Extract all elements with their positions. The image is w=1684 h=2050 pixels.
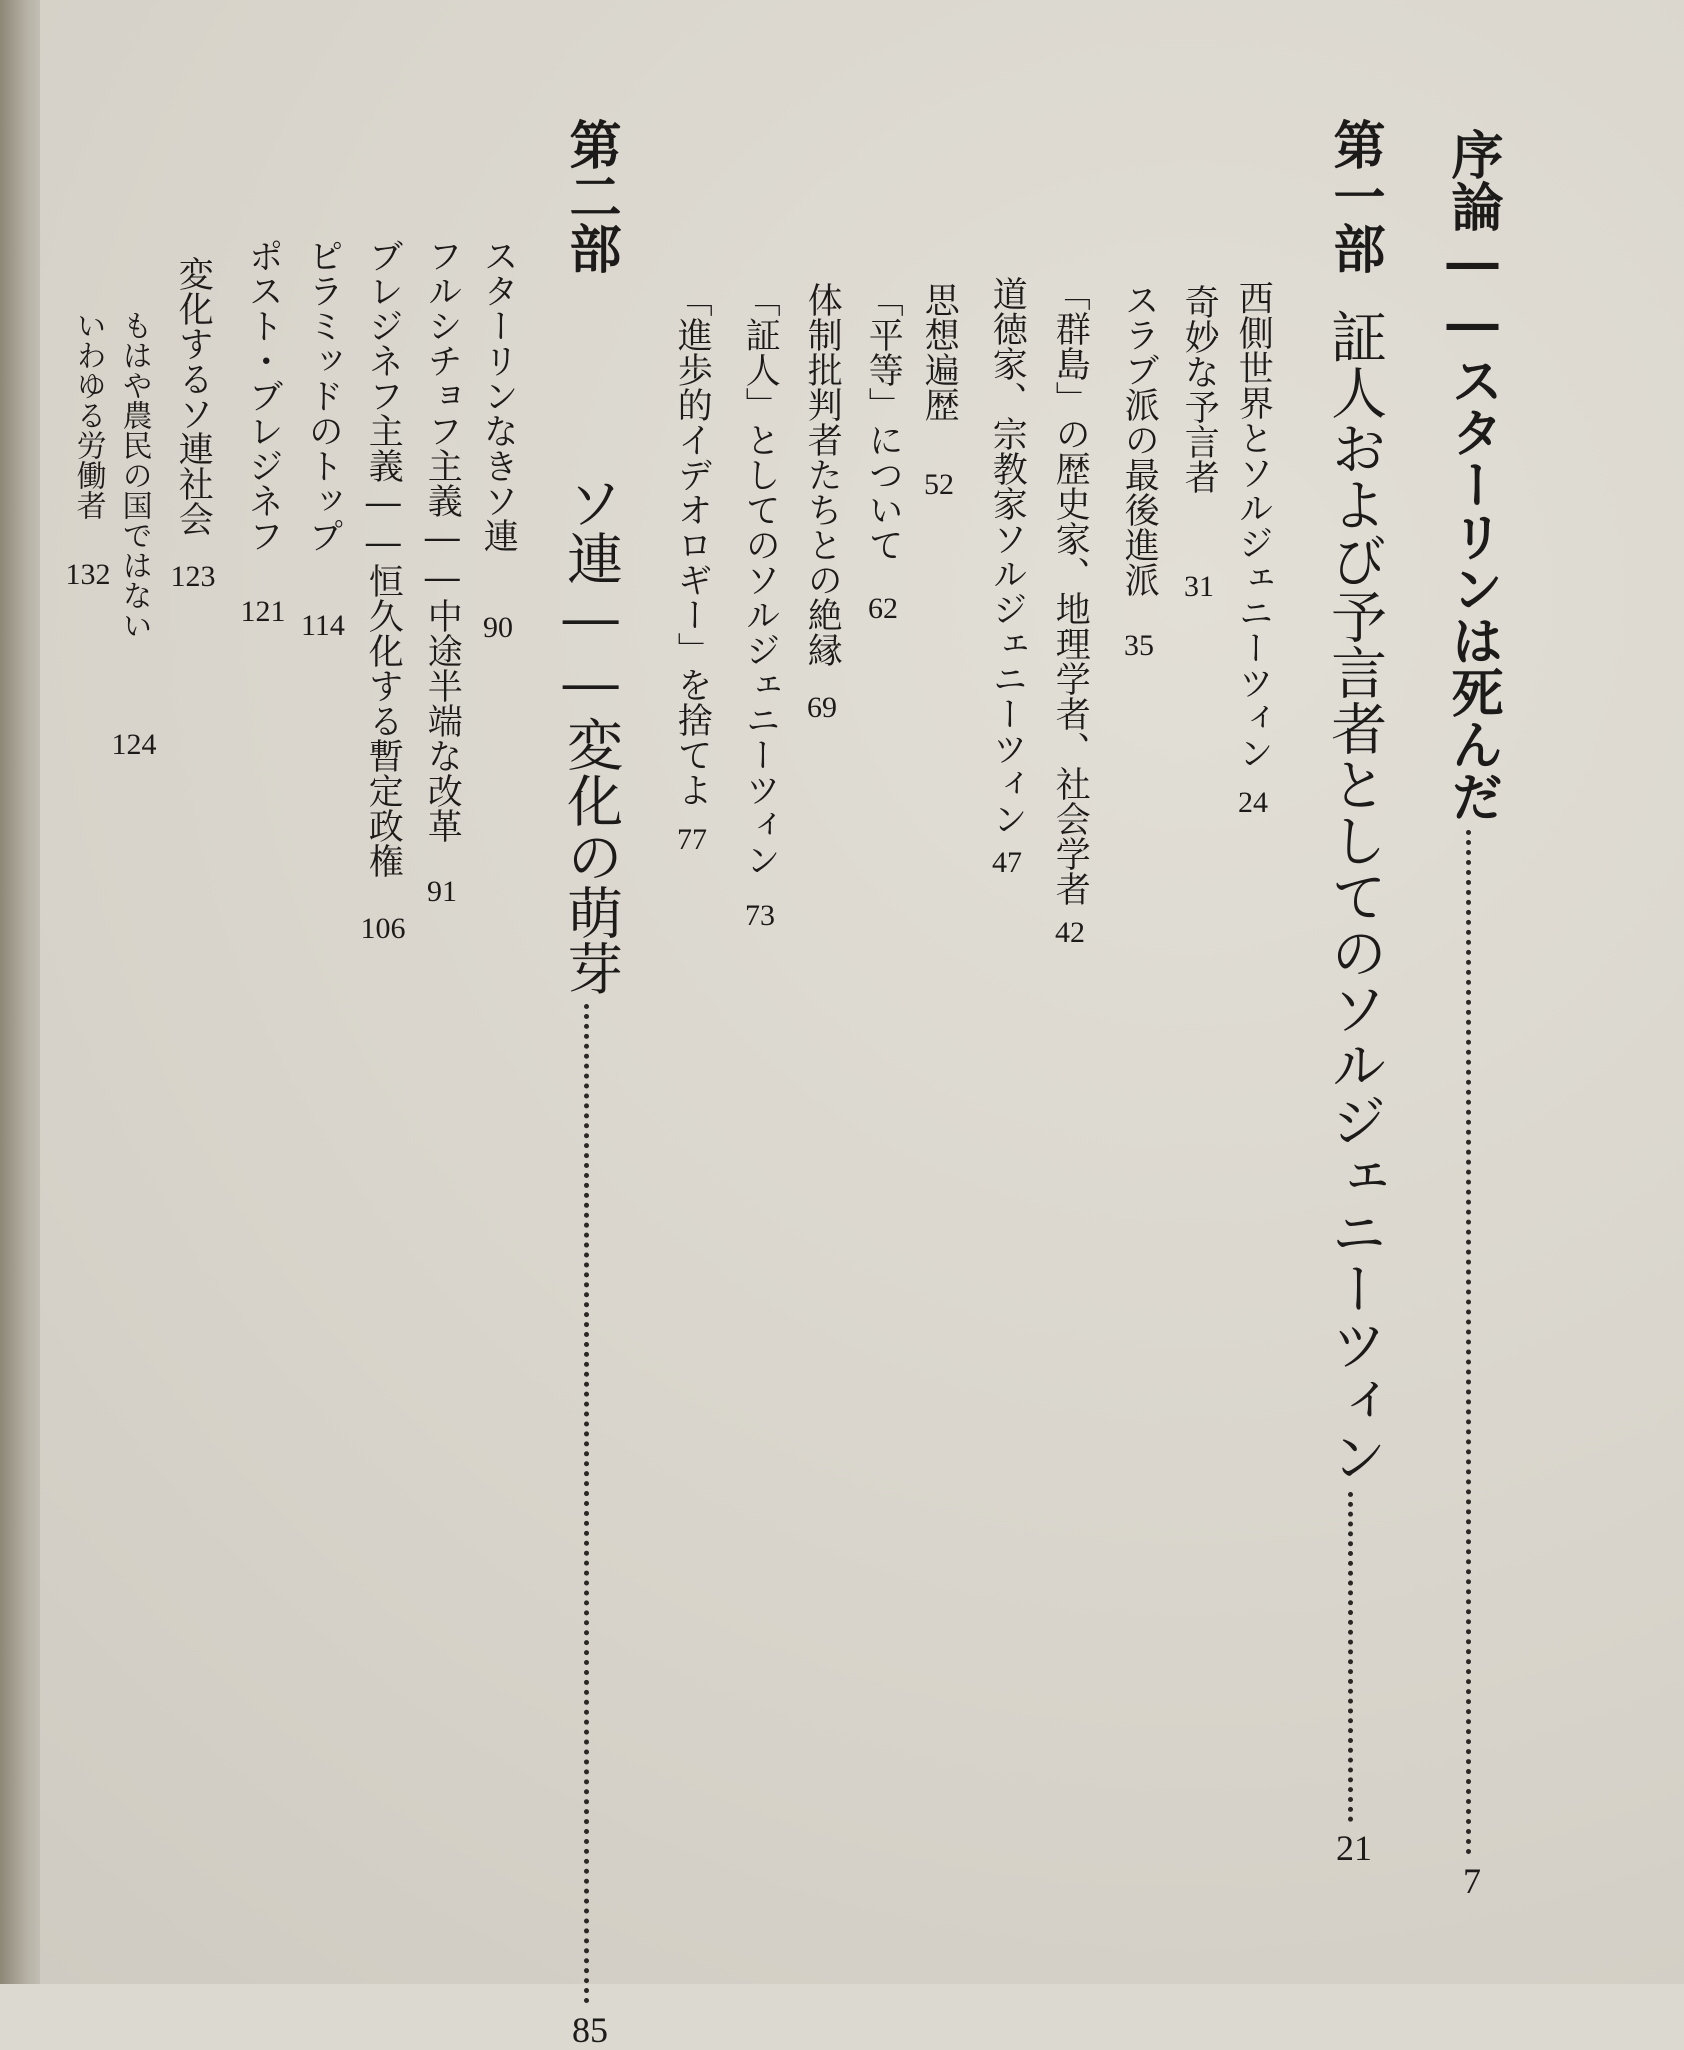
toc-chapter-1 <box>1226 280 1280 818</box>
subchapter-title: もはや農民の国ではない <box>116 310 152 640</box>
page-number: 47 <box>992 846 1022 879</box>
page-number: 77 <box>677 823 707 856</box>
toc-preface <box>1437 128 1507 1899</box>
page-number: 106 <box>360 912 406 945</box>
toc-subchapter-1 <box>110 310 158 760</box>
page-number: 69 <box>807 691 837 724</box>
toc-chapter-5 <box>978 276 1036 878</box>
toc-chapter-3 <box>1112 282 1166 661</box>
page-number: 121 <box>240 595 286 628</box>
part1-title: 証人および予言者としてのソルジェニーツィン <box>1322 308 1388 1484</box>
chapter-title: 奇妙な予言者 <box>1179 284 1220 494</box>
toc-chapter-10 <box>662 282 722 855</box>
toc-chapter-11 <box>470 238 526 643</box>
chapter-title: 思想遍歴 <box>919 282 960 422</box>
chapter-title: ポスト・ブレジネフ <box>243 238 284 553</box>
chapter-title: 変化するソ連社会 <box>173 256 214 536</box>
page-number: 21 <box>1336 1828 1372 1868</box>
page-number: 42 <box>1055 916 1085 949</box>
toc-chapter-13 <box>354 238 412 944</box>
leader-dots <box>584 1004 597 2004</box>
toc-chapter-6 <box>912 282 966 500</box>
toc-chapter-7 <box>856 282 910 624</box>
chapter-title: スラブ派の最後進派 <box>1119 282 1160 597</box>
part2-title: ソ連――変化の萌芽 <box>558 474 624 996</box>
page-number: 62 <box>868 592 898 625</box>
toc-subchapter-2 <box>64 310 112 590</box>
page-number: 91 <box>427 875 457 908</box>
page-number: 24 <box>1238 786 1268 819</box>
toc-chapter-4 <box>1040 276 1100 948</box>
chapter-title: 「平等」について <box>863 282 904 562</box>
leader-dots <box>1466 830 1479 1855</box>
toc-chapter-12 <box>413 238 471 907</box>
subchapter-title: いわゆる労働者 <box>70 310 106 520</box>
chapter-title: 「群島」の歴史家、地理学者、社会学者 <box>1050 276 1091 906</box>
toc-chapter-8 <box>792 282 852 723</box>
preface-title: 序論――スターリンは死んだ <box>1442 128 1504 822</box>
page-number: 123 <box>170 560 216 593</box>
chapter-title: 道徳家、宗教家ソルジェニーツィン <box>987 276 1028 836</box>
chapter-title: フルシチョフ主義――中途半端な改革 <box>422 238 463 843</box>
toc-chapter-2 <box>1172 284 1226 602</box>
page-number: 35 <box>1124 629 1154 662</box>
chapter-title: 体制批判者たちとの絶縁 <box>802 282 843 667</box>
part1-label: 第一部 <box>1324 118 1386 274</box>
page-number: 52 <box>924 468 954 501</box>
toc-chapter-9 <box>730 282 790 931</box>
page-number: 90 <box>483 611 513 644</box>
part2-label: 第二部 <box>560 118 622 274</box>
chapter-title: 「進歩的イデオロギー」を捨てよ <box>672 282 713 807</box>
toc-part2 <box>555 118 625 2048</box>
page-number: 7 <box>1463 1861 1481 1901</box>
page-number: 132 <box>65 558 111 591</box>
page-number: 31 <box>1184 570 1214 603</box>
leader-dots <box>1348 1492 1361 1822</box>
chapter-title: 「証人」としてのソルジェニーツィン <box>740 282 781 877</box>
toc-chapter-15 <box>238 238 288 627</box>
toc-chapter-14 <box>298 238 348 641</box>
page-number: 85 <box>572 2010 608 2050</box>
chapter-title: 西側世界とソルジェニーツィン <box>1233 280 1274 770</box>
page-number: 114 <box>301 609 345 642</box>
page-number: 124 <box>111 728 157 761</box>
page-number: 73 <box>745 899 775 932</box>
toc-part1 <box>1312 118 1396 1866</box>
chapter-title: スターリンなきソ連 <box>478 238 519 553</box>
chapter-title: ピラミッドのトップ <box>303 238 344 553</box>
toc-chapter-16 <box>164 256 222 592</box>
chapter-title: ブレジネフ主義――恒久化する暫定政権 <box>363 238 404 878</box>
